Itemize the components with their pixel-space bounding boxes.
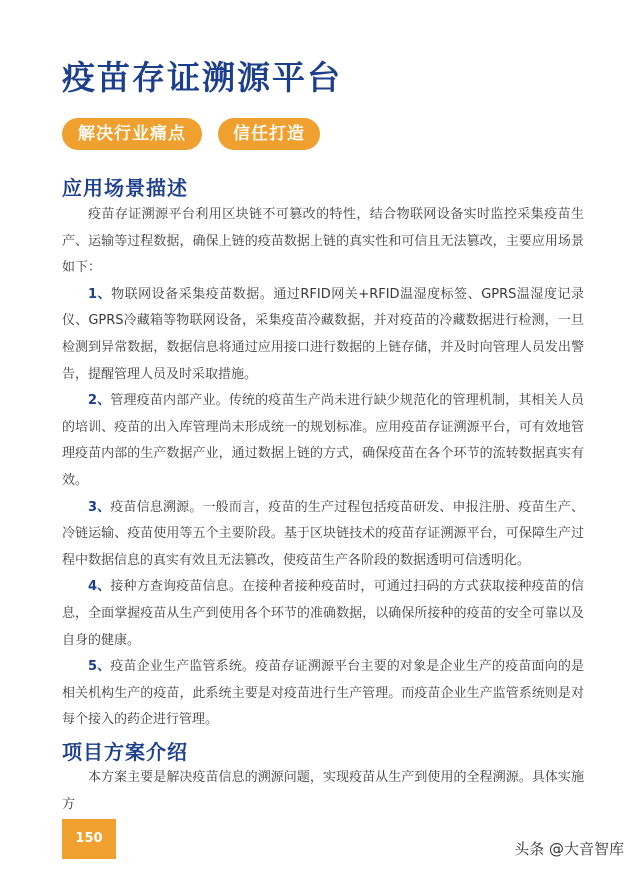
item-number: 2、 [88, 393, 111, 409]
list-item [62, 282, 584, 388]
tag-build-trust: 信任打造 [218, 118, 320, 150]
item-text: 管理疫苗内部产业。传统的疫苗生产尚未进行缺少规范化的管理机制，其相关人员的培训、疫苗的出入库管理尚未形成统一的规划标准。应用疫苗存证溯源平台，可有效地管理疫苗内部的生产数据产业，通过数据上链的方式，确保疫苗在各个环节的流转数据真实有效。 [62, 393, 584, 488]
item-text: 接种方查询疫苗信息。在接种者接种疫苗时，可通过扫码的方式获取接种疫苗的信息，全面掌握疫苗从生产到使用各个环节的准确数据，以确保所接种的疫苗的安全可靠以及自身的健康。 [62, 579, 584, 648]
item-number: 4、 [88, 579, 111, 595]
item-number: 5、 [88, 659, 111, 675]
item-text: 疫苗信息溯源。一般而言，疫苗的生产过程包括疫苗研发、申报注册、疫苗生产、冷链运输、疫苗使用等五个主要阶段。基于区块链技术的疫苗存证溯源平台，可保障生产过程中数据信息的真实有效且无法篡改，使疫苗生产各阶段的数据透明可信透明化。 [62, 499, 584, 568]
list-item [62, 388, 584, 494]
list-item [62, 495, 584, 575]
project-text: 本方案主要是解决疫苗信息的溯源问题，实现疫苗从生产到使用的全程溯源。具体实施方 [62, 770, 584, 812]
section-heading-project: 项目方案介绍 [62, 740, 188, 764]
page-number: 150 [62, 819, 116, 859]
watermark: 头条 @大音智库 [514, 840, 624, 858]
list-item [62, 574, 584, 654]
item-text: 疫苗企业生产监管系统。疫苗存证溯源平台主要的对象是企业生产的疫苗面向的是相关机构生产的疫苗，此系统主要是对疫苗进行生产管理。而疫苗企业生产监管系统则是对每个接入的药企进行管理。 [62, 659, 584, 728]
item-text: 物联网设备采集疫苗数据。通过RFID网关+RFID温湿度标签、GPRS温湿度记录仪、GPRS冷藏箱等物联网设备，采集疫苗冷藏数据，并对疫苗的冷藏数据进行检测，一旦检测到异常数据，数据信息将通过应用接口进行数据的上链存储，并及时向管理人员发出警告，提醒管理人员及时采取措施。 [62, 286, 584, 382]
item-number: 1、 [88, 286, 112, 302]
project-body [62, 765, 584, 818]
application-body [62, 202, 584, 734]
section-heading-application: 应用场景描述 [62, 176, 188, 200]
application-intro: 疫苗存证溯源平台利用区块链不可篡改的特性，结合物联网设备实时监控采集疫苗生产、运输等过程数据，确保上链的疫苗数据上链的真实性和可信且无法篡改，主要应用场景如下： [62, 207, 584, 276]
page-title: 疫苗存证溯源平台 [62, 58, 342, 97]
item-number: 3、 [88, 499, 111, 515]
tag-industry-pain-points: 解决行业痛点 [62, 118, 202, 150]
list-item [62, 654, 584, 734]
